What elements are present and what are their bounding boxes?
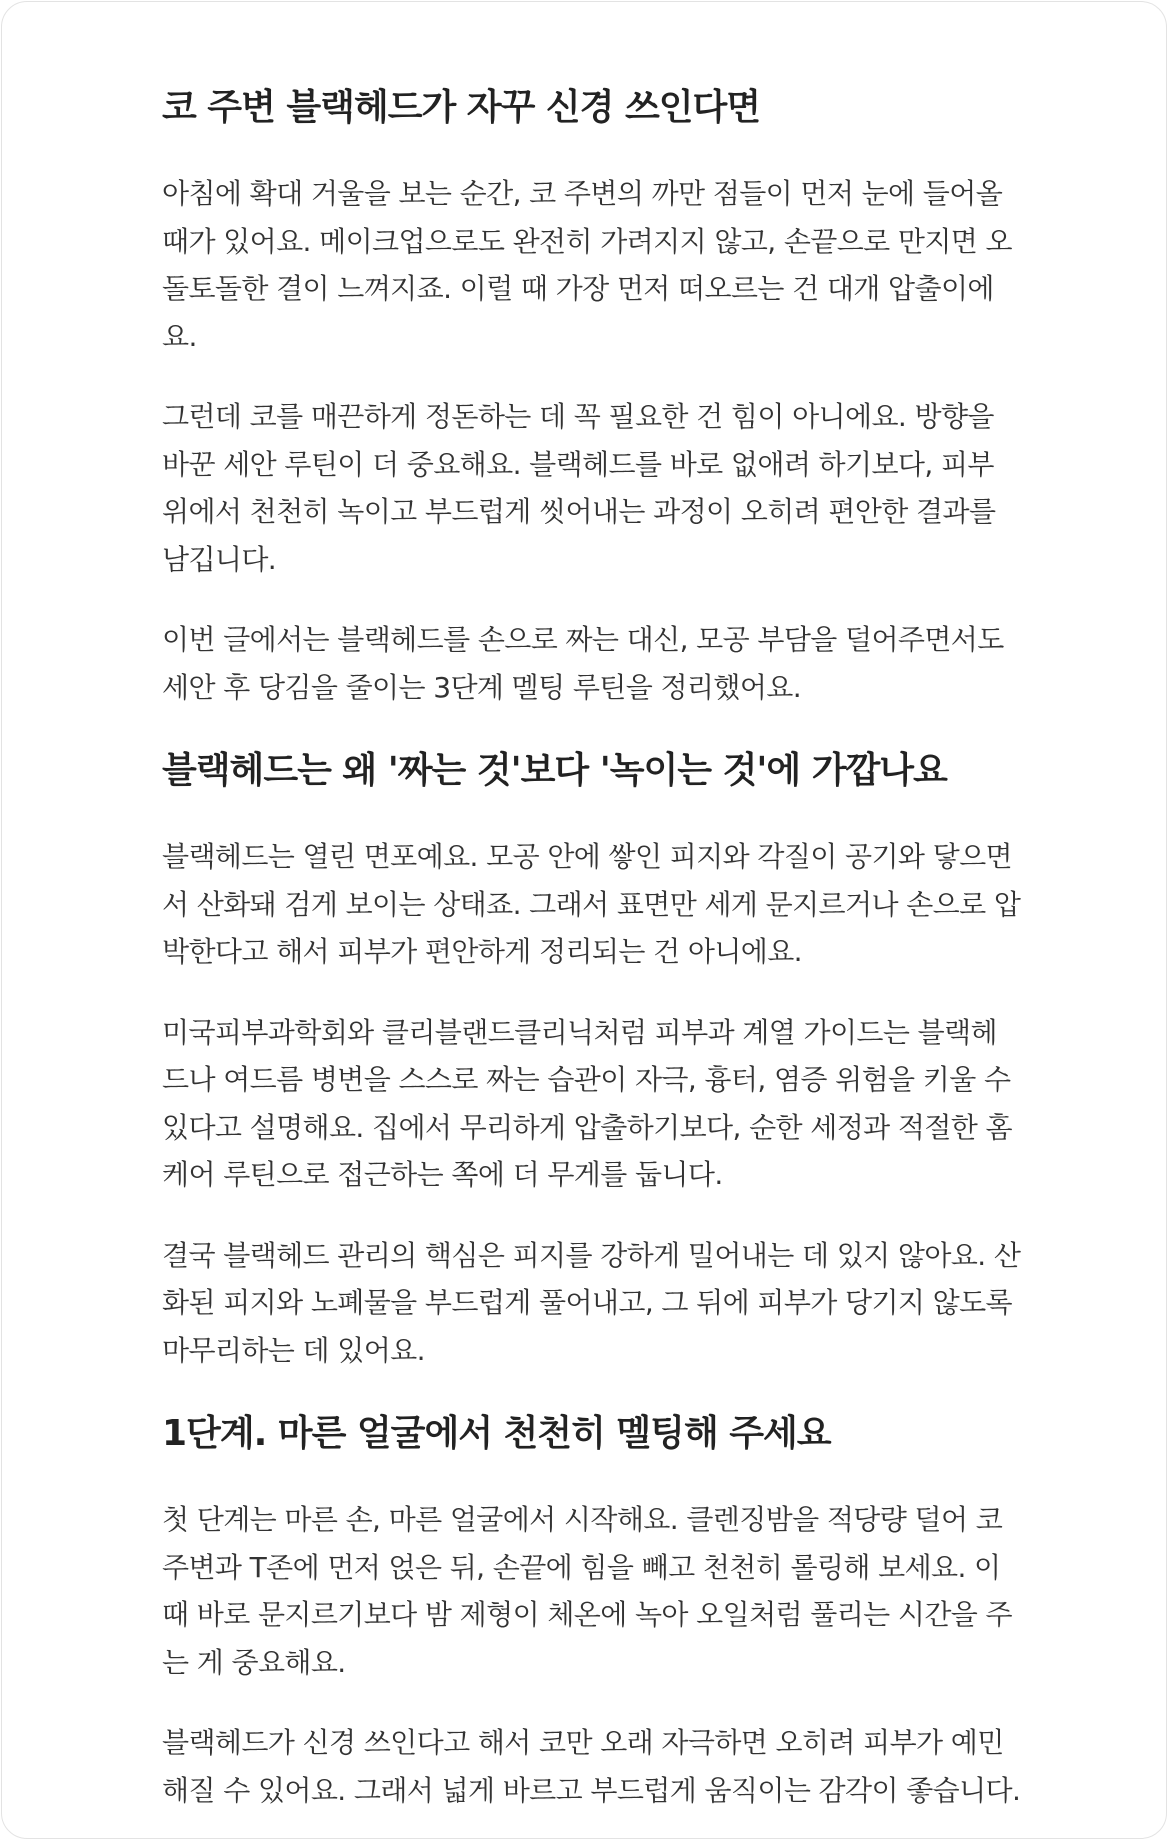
section1-paragraph-2: 미국피부과학회와 클리블랜드클리닉처럼 피부과 계열 가이드는 블랙헤드나 여드름 병변을 스스로 짜는 습관이 자극, 흉터, 염증 위험을 키울 수 있다고 설명해요. 집에서 무리하게 압출하기보다, 순한 세정과 적절한 홈케어 루틴으로 접근하는 쪽에 더 무게를 둡니다. (162, 1015, 1012, 1191)
intro-paragraph-3: 이번 글에서는 블랙헤드를 손으로 짜는 대신, 모공 부담을 덜어주면서도 세안 후 당김을 줄이는 3단계 멜팅 루틴을 정리했어요. (162, 623, 1004, 704)
section-heading-why-melt: 블랙헤드는 왜 '짜는 것'보다 '녹이는 것'에 가깝나요 (162, 750, 947, 791)
section2-paragraph-2: 블랙헤드가 신경 쓰인다고 해서 코만 오래 자극하면 오히려 피부가 예민해질 수 있어요. 그래서 넓게 바르고 부드럽게 움직이는 감각이 좋습니다. (162, 1726, 1021, 1807)
article-title: 코 주변 블랙헤드가 자꾸 신경 쓰인다면 (162, 87, 761, 128)
section1-paragraph-3: 결국 블랙헤드 관리의 핵심은 피지를 강하게 밀어내는 데 있지 않아요. 산화된 피지와 노폐물을 부드럽게 풀어내고, 그 뒤에 피부가 당기지 않도록 마무리하는 데 있어요. (162, 1238, 1021, 1367)
section1-paragraph-1: 블랙헤드는 열린 면포예요. 모공 안에 쌓인 피지와 각질이 공기와 닿으면서 산화돼 검게 보이는 상태죠. 그래서 표면만 세게 문지르거나 손으로 압박한다고 해서 피부가 편안하게 정리되는 건 아니에요. (162, 840, 1021, 968)
intro-paragraph-1: 아침에 확대 거울을 보는 순간, 코 주변의 까만 점들이 먼저 눈에 들어올 때가 있어요. 메이크업으로도 완전히 가려지지 않고, 손끝으로 만지면 오돌토돌한 결이 느껴지죠. 이럴 때 가장 먼저 떠오르는 건 대개 압출이에요. (162, 177, 1012, 353)
section2-paragraph-1: 첫 단계는 마른 손, 마른 얼굴에서 시작해요. 클렌징밤을 적당량 덜어 코 주변과 T존에 먼저 얹은 뒤, 손끝에 힘을 빼고 천천히 롤링해 보세요. 이때 바로 문지르기보다 밤 제형이 체온에 녹아 오일처럼 풀리는 시간을 주는 게 중요해요. (162, 1503, 1012, 1679)
article (162, 82, 1022, 1839)
section-heading-step1: 1단계. 마른 얼굴에서 천천히 멜팅해 주세요 (162, 1413, 831, 1454)
intro-paragraph-2: 그런데 코를 매끈하게 정돈하는 데 꼭 필요한 건 힘이 아니에요. 방향을 바꾼 세안 루틴이 더 중요해요. 블랙헤드를 바로 없애려 하기보다, 피부 위에서 천천히 녹이고 부드럽게 씻어내는 과정이 오히려 편안한 결과를 남깁니다. (162, 400, 996, 576)
page-frame (1, 1, 1167, 1839)
